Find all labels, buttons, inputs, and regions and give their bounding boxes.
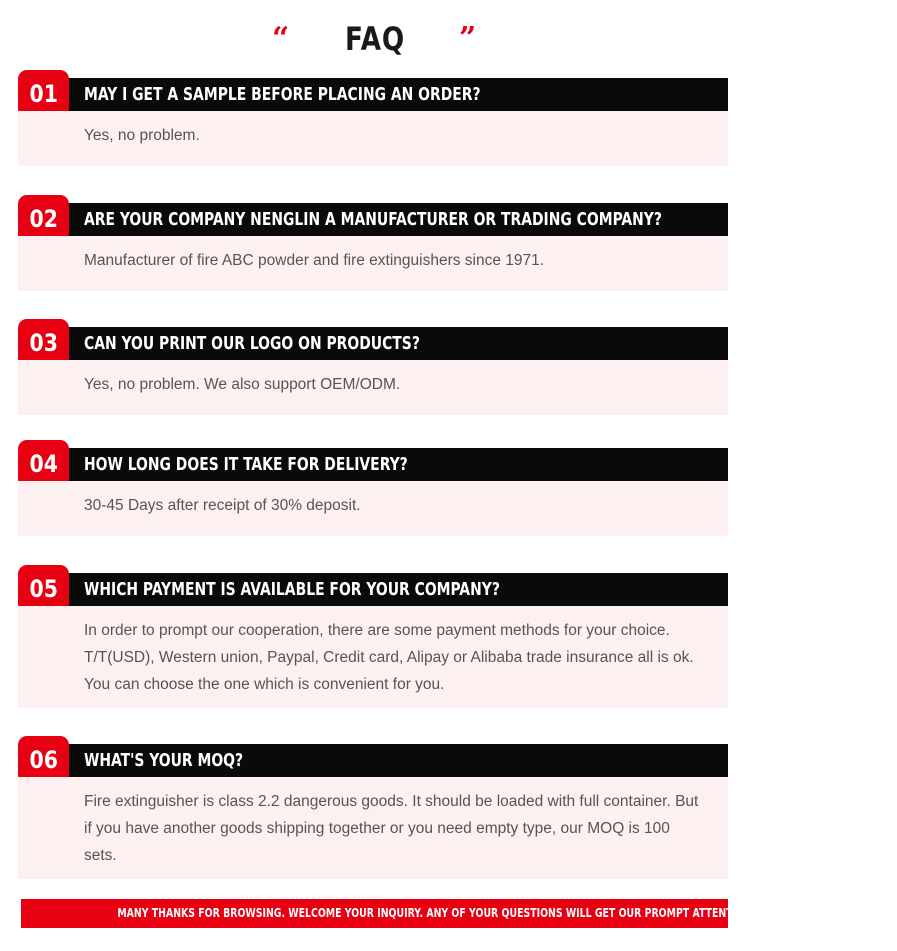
answer-box (18, 777, 728, 879)
number-badge: 01 (18, 70, 69, 118)
question-text: WHAT'S YOUR MOQ? (84, 750, 244, 771)
answer-box (18, 236, 728, 291)
close-quote-icon: ” (459, 21, 477, 56)
question-bar (46, 573, 728, 606)
answer-text: In order to prompt our cooperation, there are some payment methods for your choice. T/T(USD), Western union, Paypal, Credit card, Alipay or Alibaba trade insurance all is ok. You can choose the one which is convenient for you. (84, 622, 694, 693)
footer-text: MANY THANKS FOR BROWSING. WELCOME YOUR INQUIRY. ANY OF YOUR QUESTIONS WILL GET OUR PROMPT ATTENTION & REPLY. (117, 906, 801, 920)
question-bar (46, 327, 728, 360)
answer-text: Yes, no problem. (84, 127, 200, 144)
question-text: ARE YOUR COMPANY NENGLIN A MANUFACTURER OR TRADING COMPANY? (84, 209, 662, 230)
question-bar (46, 78, 728, 111)
answer-box (18, 481, 728, 536)
answer-text: Yes, no problem. We also support OEM/ODM. (84, 376, 401, 393)
number-badge: 05 (18, 565, 69, 613)
footer-banner (21, 899, 801, 928)
question-bar (46, 744, 728, 777)
number-badge: 02 (18, 195, 69, 243)
number-badge: 06 (18, 736, 69, 784)
answer-box (18, 606, 728, 708)
answer-text: 30-45 Days after receipt of 30% deposit. (84, 497, 361, 514)
page-title: FAQ (345, 20, 405, 58)
number-badge: 04 (18, 440, 69, 488)
answer-box (18, 111, 728, 166)
answer-box (18, 360, 728, 415)
open-quote-icon: “ (272, 21, 290, 56)
answer-text: Manufacturer of fire ABC powder and fire extinguishers since 1971. (84, 252, 545, 269)
question-bar (46, 448, 728, 481)
question-bar (46, 203, 728, 236)
answer-text: Fire extinguisher is class 2.2 dangerous goods. It should be loaded with full container. But if you have another goods shipping together or you need empty type, our MOQ is 100 sets. (84, 793, 699, 864)
faq-header (0, 18, 750, 62)
number-badge: 03 (18, 319, 69, 367)
question-text: WHICH PAYMENT IS AVAILABLE FOR YOUR COMPANY? (84, 579, 500, 600)
question-text: HOW LONG DOES IT TAKE FOR DELIVERY? (84, 454, 408, 475)
question-text: CAN YOU PRINT OUR LOGO ON PRODUCTS? (84, 333, 420, 354)
question-text: MAY I GET A SAMPLE BEFORE PLACING AN ORDER? (84, 84, 481, 105)
